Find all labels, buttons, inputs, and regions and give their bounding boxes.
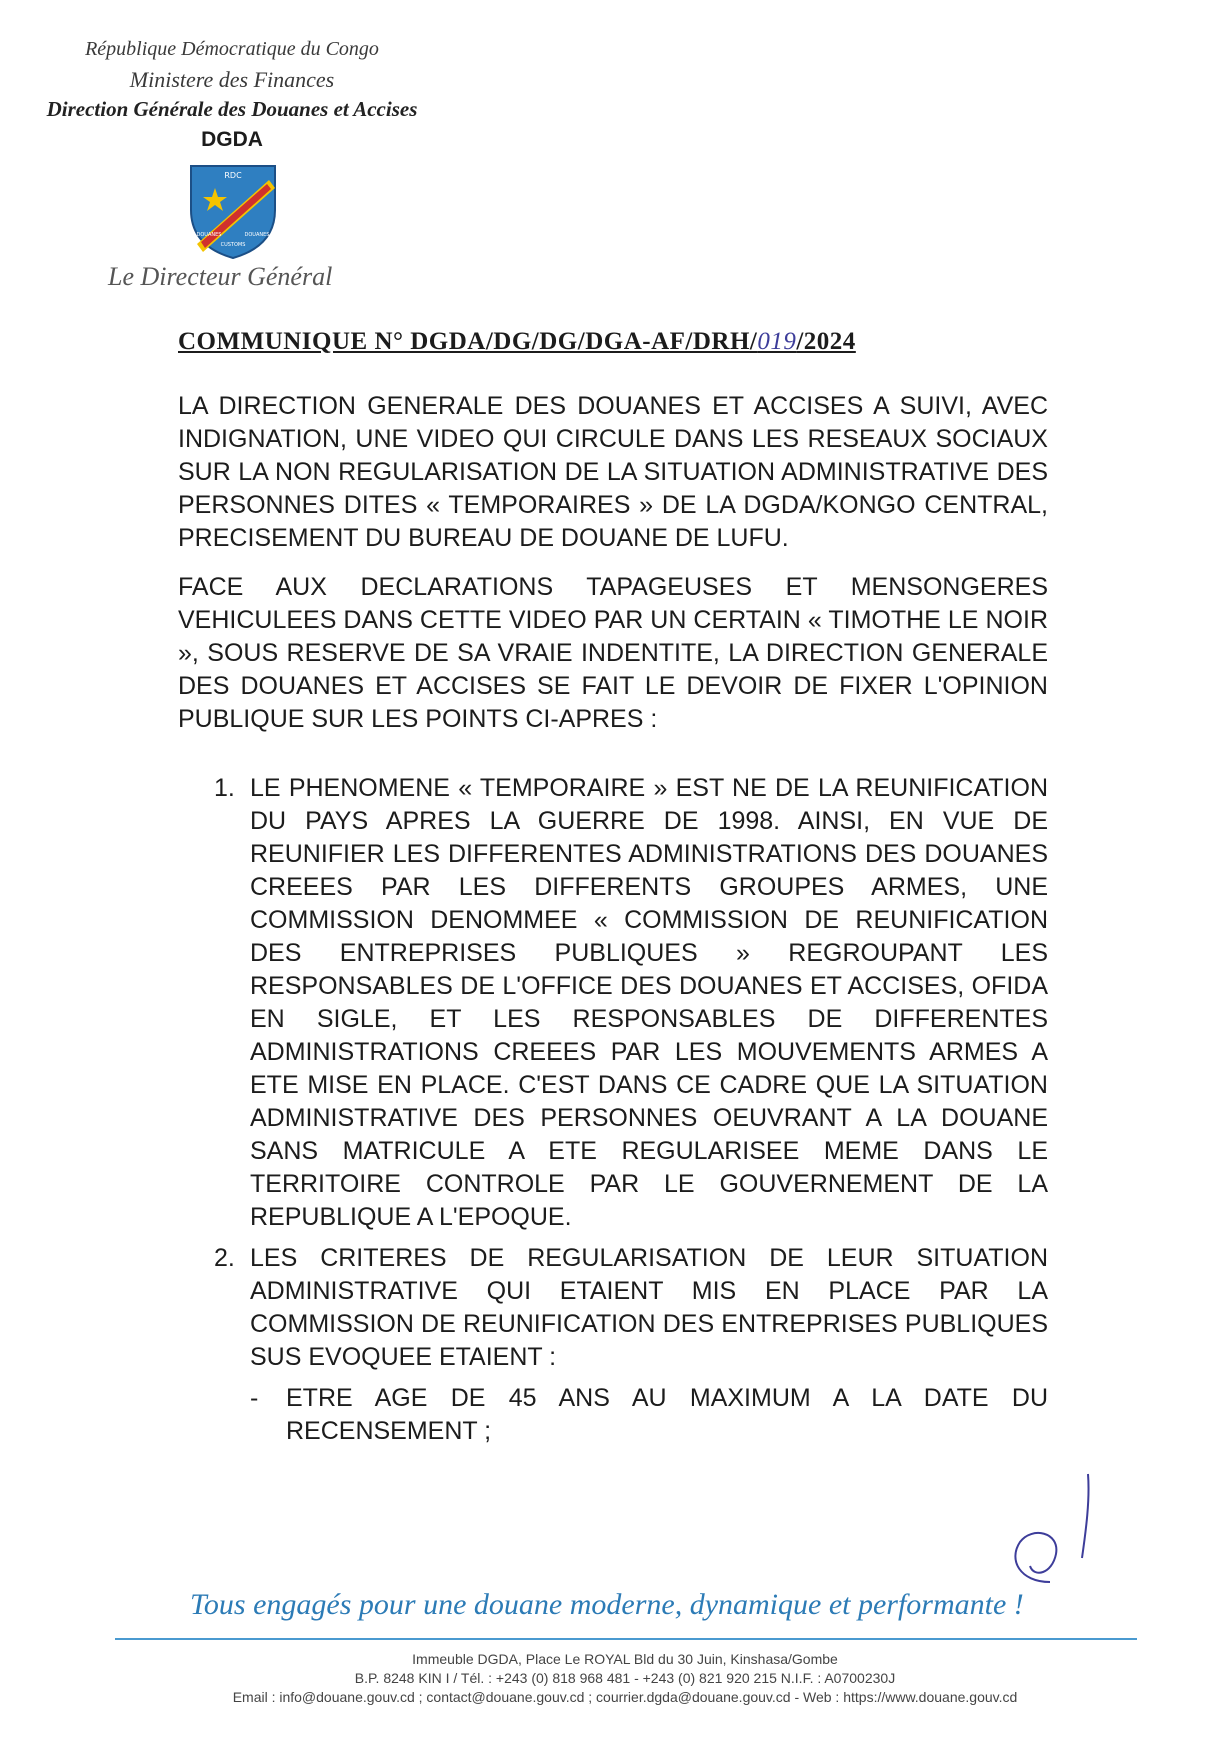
signatory-heading: Le Directeur Général bbox=[108, 262, 333, 291]
footer-slogan: Tous engagés pour une douane moderne, dynamique et performante ! bbox=[190, 1588, 1024, 1621]
footer-contact-block bbox=[110, 1650, 1140, 1707]
bullet-dash: - bbox=[250, 1384, 259, 1412]
paragraph-response: FACE AUX DECLARATIONS TAPAGEUSES ET MENSONGERES VEHICULEES DANS CETTE VIDEO PAR UN CERTAIN « TIMOTHE LE NOIR », SOUS RESERVE DE SA VRAIE INDENTITE, LA DIRECTION GENERALE DES DOUANES ET ACCISES SE FAIT LE DEVOIR DE FIXER L'OPINION PUBLIQUE SUR LES POINTS CI-APRES : bbox=[178, 573, 1048, 733]
paragraph-intro: LA DIRECTION GENERALE DES DOUANES ET ACCISES A SUIVI, AVEC INDIGNATION, UNE VIDEO QUI CIRCULE DANS LES RESEAUX SOCIAUX SUR LA NON REGULARISATION DE LA SITUATION ADMINISTRATIVE DES PERSONNES DITES « TEMPORAIRES » DE LA DGDA/KONGO CENTRAL, PRECISEMENT DU BUREAU DE DOUANE DE LUFU. bbox=[178, 392, 1048, 552]
direction-name: Direction Générale des Douanes et Accises bbox=[46, 97, 418, 121]
footer-address: Immeuble DGDA, Place Le ROYAL Bld du 30 Juin, Kinshasa/Gombe bbox=[412, 1651, 838, 1667]
emblem-label-douanes-2: DOUANES bbox=[244, 232, 270, 238]
list-item-number: 2. bbox=[214, 1244, 235, 1272]
title-number: 019 bbox=[757, 328, 797, 355]
emblem-label-douanes: DOUANES bbox=[196, 232, 222, 238]
footer-divider bbox=[115, 1638, 1137, 1640]
letterhead bbox=[22, 38, 442, 152]
bullet-text: ETRE AGE DE 45 ANS AU MAXIMUM A LA DATE DU RECENSEMENT ; bbox=[286, 1384, 1048, 1445]
emblem-label-customs: CUSTOMS bbox=[220, 242, 246, 248]
list-item-number: 1. bbox=[214, 774, 235, 802]
dgda-emblem-icon bbox=[183, 158, 283, 262]
footer-email: Email : info@douane.gouv.cd ; contact@douane.gouv.cd ; courrier.dgda@douane.gouv.cd - Web : https://www.douane.gouv.cd bbox=[232, 1689, 1018, 1705]
list-item bbox=[178, 1242, 1048, 1374]
list-item-text: LES CRITERES DE REGULARISATION DE LEUR SITUATION ADMINISTRATIVE QUI ETAIENT MIS EN PLACE PAR LA COMMISSION DE REUNIFICATION DES ENTREPRISES PUBLIQUES SUS EVOQUEE ETAIENT : bbox=[250, 1244, 1048, 1371]
list-item bbox=[178, 772, 1048, 1234]
title-prefix: COMMUNIQUE N° DGDA/DG/DG/DGA-AF/DRH/ bbox=[178, 328, 758, 355]
ministry-name: Ministere des Finances bbox=[129, 67, 335, 92]
criteria-bullet bbox=[178, 1382, 1048, 1448]
emblem-label-rdc: RDC bbox=[224, 171, 242, 180]
agency-abbreviation: DGDA bbox=[201, 128, 263, 151]
numbered-list bbox=[178, 772, 1048, 1374]
footer-phone: B.P. 8248 KIN I / Tél. : +243 (0) 818 968 481 - +243 (0) 821 920 215 N.I.F. : A0700230J bbox=[354, 1670, 896, 1686]
title-suffix: /2024 bbox=[796, 328, 856, 355]
list-item-text: LE PHENOMENE « TEMPORAIRE » EST NE DE LA REUNIFICATION DU PAYS APRES LA GUERRE DE 1998. AINSI, EN VUE DE REUNIFIER LES DIFFERENTES ADMINISTRATIONS DES DOUANES CREEES PAR LES DIFFERENTS GROUPES ARMES, UNE COMMISSION DENOMMEE « COMMISSION DE REUNIFICATION DES ENTREPRISES PUBLIQUES » REGROUPANT LES RESPONSABLES DE L'OFFICE DES DOUANES ET ACCISES, OFIDA EN SIGLE, ET LES RESPONSABLES DE DIFFERENTES ADMINISTRATIONS CREEES PAR LES MOUVEMENTS ARMES A ETE MISE EN PLACE. C'EST DANS CE CADRE QUE LA SITUATION ADMINISTRATIVE DES PERSONNES OEUVRANT A LA DOUANE SANS MATRICULE A ETE REGULARISEE MEME DANS LE TERRITOIRE CONTROLE PAR LE GOUVERNEMENT DE LA REPUBLIQUE A L'EPOQUE. bbox=[250, 774, 1048, 1231]
communique-body bbox=[178, 390, 1048, 1448]
republic-name: République Démocratique du Congo bbox=[85, 38, 379, 60]
communique-title bbox=[178, 328, 856, 356]
